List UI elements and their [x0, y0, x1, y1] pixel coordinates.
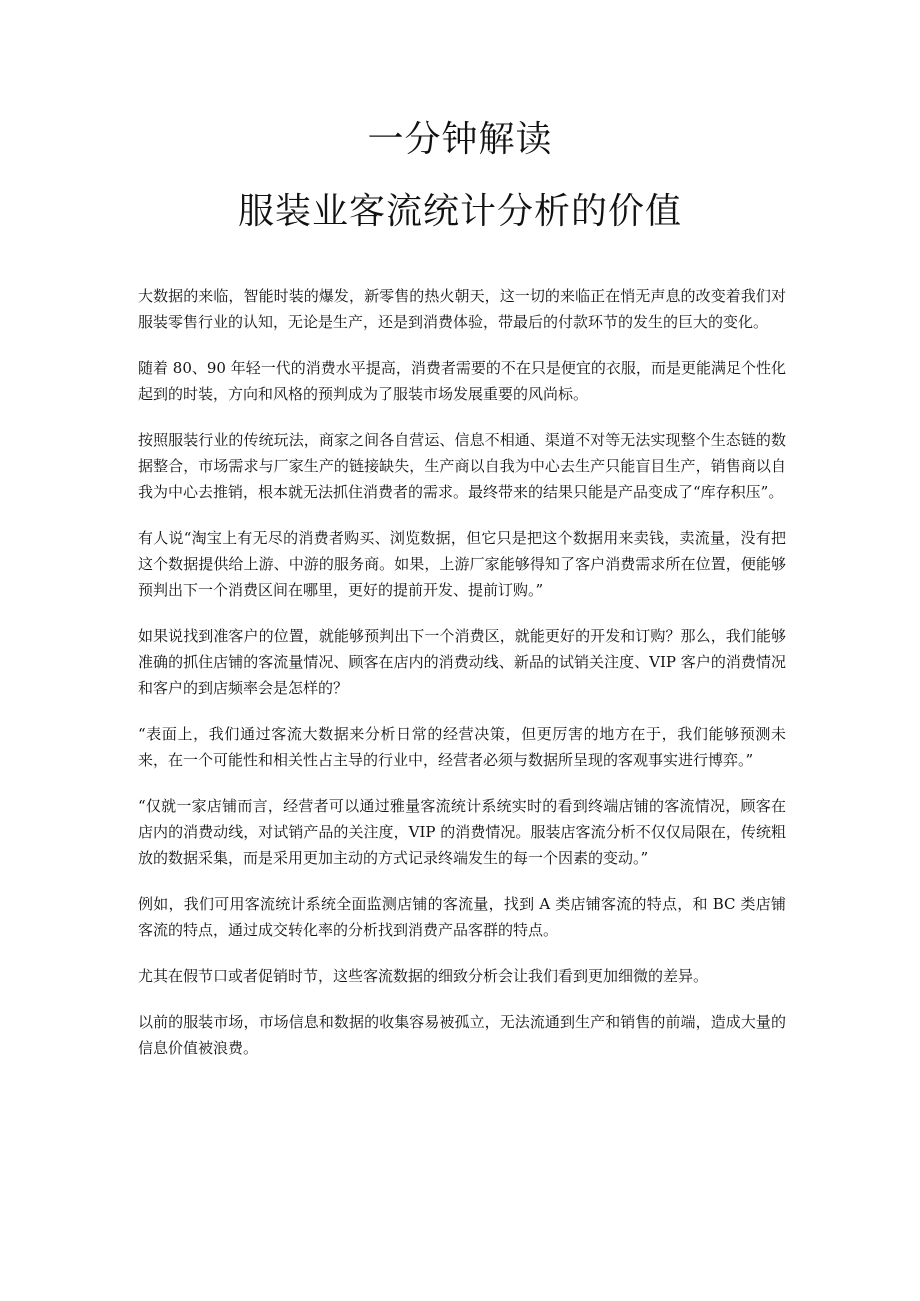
document-body — [138, 283, 786, 1081]
paragraph: 随着 80、90 年轻一代的消费水平提高，消费者需要的不在只是便宜的衣服，而是更能满足个性化起到的时装，方向和风格的预判成为了服装市场发展重要的风尚标。 — [138, 359, 786, 403]
paragraph: 以前的服装市场，市场信息和数据的收集容易被孤立，无法流通到生产和销售的前端，造成大量的信息价值被浪费。 — [138, 1013, 786, 1057]
paragraph: 尤其在假节口或者促销时节，这些客流数据的细致分析会让我们看到更加细微的差异。 — [138, 967, 709, 985]
paragraph: 大数据的来临，智能时装的爆发，新零售的热火朝天，这一切的来临正在悄无声息的改变着我们对服装零售行业的认知，无论是生产，还是到消费体验，带最后的付款环节的发生的巨大的变化。 — [138, 287, 786, 331]
paragraph: “仅就一家店铺而言，经营者可以通过雅量客流统计系统实时的看到终端店铺的客流情况，顾客在店内的消费动线，对试销产品的关注度，VIP 的消费情况。服装店客流分析不仅仅局限在，传统粗放的数据采集，而是采用更加主动的方式记录终端发生的每一个因素的变动。” — [138, 797, 786, 867]
paragraph: 例如，我们可用客流统计系统全面监测店铺的客流量，找到 A 类店铺客流的特点，和 BC 类店铺客流的特点，通过成交转化率的分析找到消费产品客群的特点。 — [138, 895, 786, 939]
title-line-2: 服装业客流统计分析的价值 — [237, 191, 682, 232]
paragraph: 按照服装行业的传统玩法，商家之间各自营运、信息不相通、渠道不对等无法实现整个生态链的数据整合，市场需求与厂家生产的链接缺失，生产商以自我为中心去生产只能盲目生产，销售商以自我为中心去推销，根本就无法抓住消费者的需求。最终带来的结果只能是产品变成了“库存积压”。 — [138, 431, 786, 501]
paragraph: “表面上，我们通过客流大数据来分析日常的经营决策，但更厉害的地方在于，我们能够预测未来，在一个可能性和相关性占主导的行业中，经营者必须与数据所呈现的客观事实进行博弈。” — [138, 725, 786, 769]
paragraph: 如果说找到准客户的位置，就能够预判出下一个消费区，就能更好的开发和订购？那么，我们能够准确的抓住店铺的客流量情况、顾客在店内的消费动线、新品的试销关注度、VIP 客户的消费情况和客户的到店频率会是怎样的？ — [138, 627, 786, 697]
title-line-1: 一分钟解读 — [367, 119, 553, 160]
paragraph: 有人说“淘宝上有无尽的消费者购买、浏览数据，但它只是把这个数据用来卖钱，卖流量，没有把这个数据提供给上游、中游的服务商。如果，上游厂家能够得知了客户消费需求所在位置，便能够预判出下一个消费区间在哪里，更好的提前开发、提前订购。” — [138, 529, 786, 599]
document-title — [0, 118, 920, 234]
